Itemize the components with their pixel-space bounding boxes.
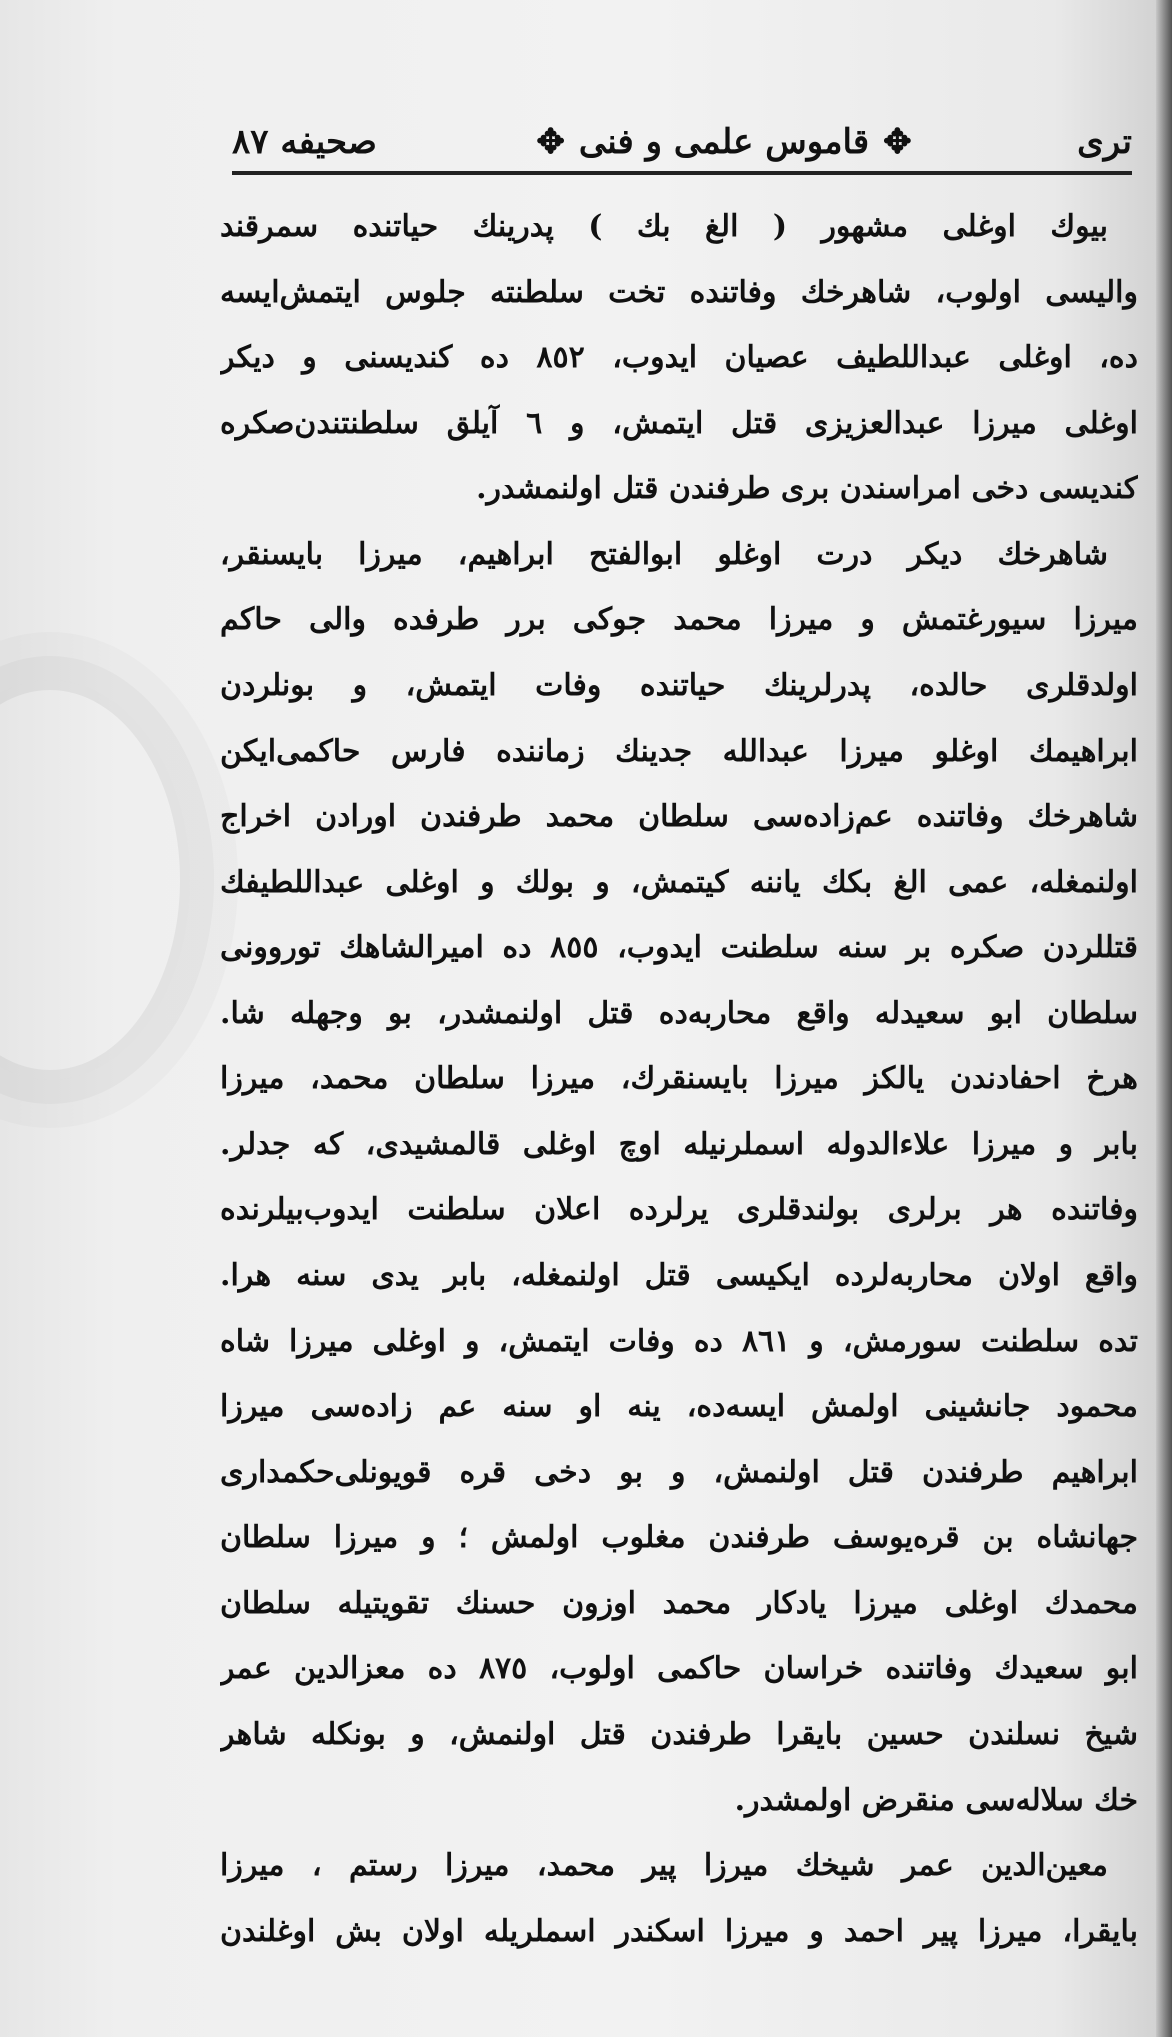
text-line: بیوك اوغلی مشهور ( الغ بك ) پدرینك حیاتنده سمرقند xyxy=(220,209,1108,244)
page-header xyxy=(232,112,1132,172)
text-line: تده سلطنت سورمش، و ٨٦١ ده وفات ایتمش، و اوغلی میرزا شاه xyxy=(220,1323,1138,1359)
text-line: ابو سعیدك وفاتنده خراسان حاكمی اولوب، ٨٧٥ ده معزالدین عمر xyxy=(220,1651,1138,1687)
text-line: اولنمغله، عمی الغ بكك یاننه كیتمش، و بولك و اوغلی عبداللطیفك xyxy=(220,864,1138,900)
text-line: میرزا سیورغتمش و میرزا محمد جوكی برر طرفده والی حاكم xyxy=(220,602,1138,638)
faded-stamp-mark xyxy=(0,680,190,1080)
text-line: اولدقلری حالده، پدرلرینك حیاتنده وفات ایتمش، و بونلردن xyxy=(220,667,1138,703)
header-section-word: تری xyxy=(1077,122,1132,162)
text-line: كندیسی دخی امراسندن بری طرفندن قتل اولنمشدر. xyxy=(476,471,1138,507)
text-line: بایقرا، میرزا پیر احمد و میرزا اسكندر اسملریله اولان بش اوغلندن xyxy=(220,1913,1138,1949)
text-line: معین‌الدین عمر شیخك میرزا پیر محمد، میرزا رستم ، میرزا xyxy=(220,1848,1108,1884)
text-line: ده، اوغلی عبداللطیف عصیان ایدوب، ٨٥٢ ده كندیسنی و دیكر xyxy=(220,340,1138,376)
text-line: شاهرخك دیكر درت اوغلو ابوالفتح ابراهیم، میرزا بایسنقر، xyxy=(220,536,1108,572)
text-line: واقع اولان محاربه‌لرده ایكیسی قتل اولنمغله، بابر یدی سنه هرا. xyxy=(220,1258,1138,1293)
text-line: شیخ نسلندن حسین بایقرا طرفندن قتل اولنمش، و بونكله شاهر xyxy=(220,1716,1138,1752)
text-line: شاهرخك وفاتنده عم‌زاده‌سی سلطان محمد طرفندن اورادن اخراج xyxy=(220,799,1138,835)
page-edge-shadow xyxy=(1156,0,1172,2037)
header-page-number: صحیفه ٨٧ xyxy=(232,122,377,162)
text-line: وفاتنده هر برلری بولندقلری یرلرده اعلان سلطنت ایدوب‌بیلرنده xyxy=(220,1192,1138,1228)
text-line: خك سلاله‌سی منقرض اولمشدر. xyxy=(734,1782,1138,1818)
header-title-group xyxy=(536,122,911,162)
text-line: محمدك اوغلی میرزا یادكار محمد اوزون حسنك تقویتیله سلطان xyxy=(220,1585,1138,1621)
header-title: قاموس علمی و فنی xyxy=(578,122,870,162)
text-line: بابر و میرزا علاءالدوله اسملرنیله اوچ اوغلی قالمشیدی، كه جدلر. xyxy=(220,1126,1138,1162)
text-line: محمود جانشینی اولمش ایسه‌ده، ینه او سنه عم زاده‌سی میرزا xyxy=(220,1389,1138,1425)
ornament-left-icon: ✥ xyxy=(536,122,565,162)
text-line: ابراهیم طرفندن قتل اولنمش، و بو دخی قره قویونلی‌حكمداری xyxy=(220,1454,1138,1490)
text-line: ابراهیمك اوغلو میرزا عبدالله جدینك زماننده فارس حاكمی‌ایكن xyxy=(220,733,1138,769)
text-line: قتللردن صكره بر سنه سلطنت ایدوب، ٨٥٥ ده امیرالشاهك توروونی xyxy=(220,930,1138,966)
text-line: اوغلی میرزا عبدالعزیزی قتل ایتمش، و ٦ آیلق سلطنتندن‌صكره xyxy=(220,405,1138,441)
header-rule xyxy=(232,171,1132,175)
text-line: جهانشاه بن قره‌یوسف طرفندن مغلوب اولمش ؛ و میرزا سلطان xyxy=(220,1520,1138,1556)
ornament-right-icon: ✥ xyxy=(883,122,912,162)
text-line: سلطان ابو سعیدله واقع محاربه‌ده قتل اولنمشدر، بو وجهله شا. xyxy=(220,995,1138,1031)
text-line: والیسی اولوب، شاهرخك وفاتنده تخت سلطنته جلوس ایتمش‌ایسه‌ xyxy=(220,274,1138,310)
text-line: هرخ احفادندن یالكز میرزا بایسنقرك، میرزا سلطان محمد، میرزا xyxy=(220,1061,1138,1097)
body-text xyxy=(220,194,1138,2030)
